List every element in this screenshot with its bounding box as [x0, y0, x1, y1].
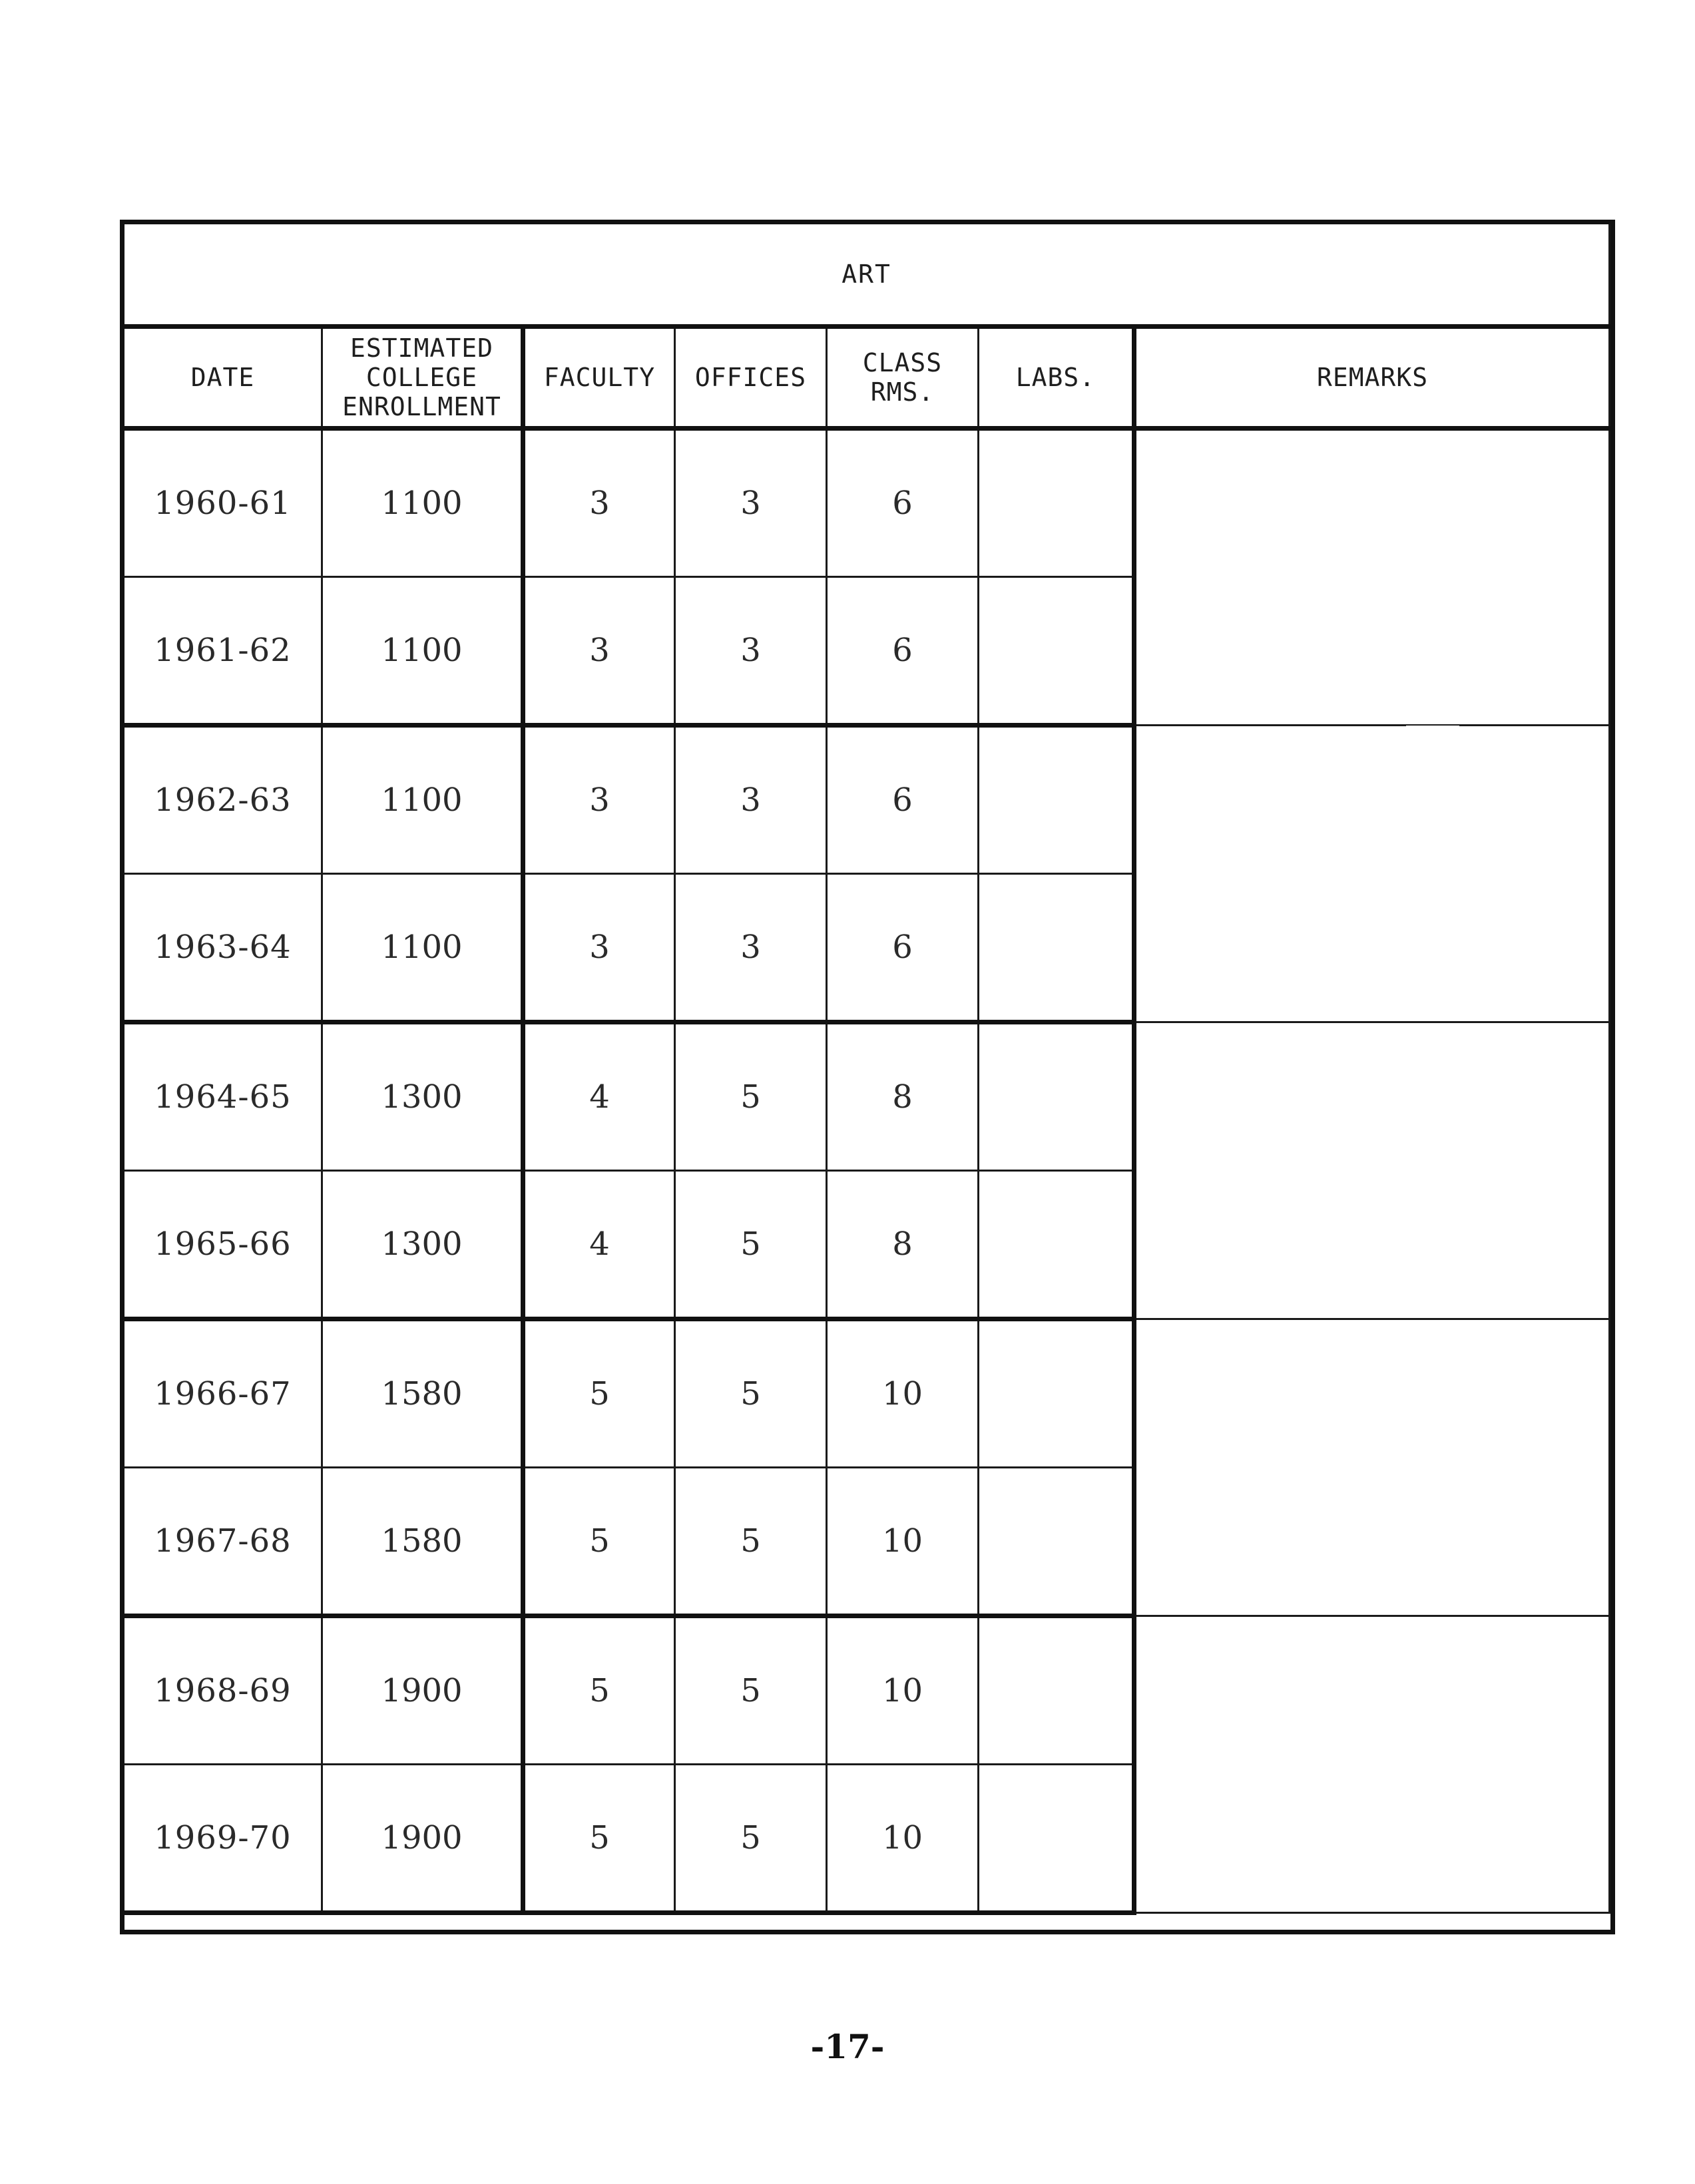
cell-date: 1965-66	[124, 1171, 322, 1319]
cell-faculty: 4	[523, 1171, 675, 1319]
cell-faculty: 3	[523, 874, 675, 1022]
cell-class-rooms: 10	[827, 1765, 979, 1913]
cell-enrollment: 1100	[322, 577, 523, 726]
cell-enrollment: 1100	[322, 874, 523, 1022]
cell-offices: 5	[675, 1616, 827, 1765]
cell-class-rooms: 8	[827, 1022, 979, 1171]
header-faculty: FACULTY	[523, 327, 675, 429]
cell-faculty: 3	[523, 577, 675, 726]
cell-class-rooms: 6	[827, 874, 979, 1022]
cell-enrollment: 1100	[322, 726, 523, 874]
cell-offices: 3	[675, 429, 827, 577]
cell-class-rooms: 10	[827, 1616, 979, 1765]
cell-labs	[979, 577, 1134, 726]
header-remarks: REMARKS	[1134, 327, 1610, 429]
cell-class-rooms: 6	[827, 726, 979, 874]
cell-enrollment: 1300	[322, 1171, 523, 1319]
cell-faculty: 5	[523, 1616, 675, 1765]
cell-remarks	[1134, 429, 1610, 726]
cell-class-rooms: 10	[827, 1319, 979, 1468]
cell-class-rooms: 6	[827, 429, 979, 577]
table-row	[124, 1022, 1610, 1171]
cell-class-rooms: 8	[827, 1171, 979, 1319]
cell-labs	[979, 1171, 1134, 1319]
header-labs: LABS.	[979, 327, 1134, 429]
cell-offices: 5	[675, 1765, 827, 1913]
page-number: -17-	[810, 2027, 885, 2066]
header-class-rooms	[827, 327, 979, 429]
cell-date: 1966-67	[124, 1319, 322, 1468]
cell-labs	[979, 874, 1134, 1022]
cell-enrollment: 1300	[322, 1022, 523, 1171]
cell-enrollment: 1580	[322, 1319, 523, 1468]
cell-offices: 5	[675, 1022, 827, 1171]
cell-date: 1968-69	[124, 1616, 322, 1765]
header-enrollment	[322, 327, 523, 429]
cell-labs	[979, 1765, 1134, 1913]
cell-remarks	[1134, 1022, 1610, 1319]
cell-date: 1963-64	[124, 874, 322, 1022]
cell-remarks	[1134, 726, 1610, 1022]
table-title: ART	[124, 224, 1610, 327]
cell-labs	[979, 1319, 1134, 1468]
header-class-rooms-line: CLASS	[862, 348, 943, 377]
cell-enrollment: 1580	[322, 1468, 523, 1616]
cell-faculty: 5	[523, 1765, 675, 1913]
table-row	[124, 1319, 1610, 1468]
cell-labs	[979, 726, 1134, 874]
header-enrollment-line: ESTIMATED	[350, 333, 493, 363]
cell-date: 1961-62	[124, 577, 322, 726]
header-enrollment-line: ENROLLMENT	[342, 392, 501, 421]
cell-remarks	[1134, 1616, 1610, 1913]
cell-faculty: 3	[523, 726, 675, 874]
cell-date: 1962-63	[124, 726, 322, 874]
cell-offices: 5	[675, 1319, 827, 1468]
cell-remarks	[1134, 1319, 1610, 1616]
cell-enrollment: 1900	[322, 1616, 523, 1765]
cell-offices: 3	[675, 874, 827, 1022]
cell-offices: 3	[675, 577, 827, 726]
cell-labs	[979, 1022, 1134, 1171]
cell-enrollment: 1900	[322, 1765, 523, 1913]
cell-faculty: 5	[523, 1319, 675, 1468]
cell-labs	[979, 1616, 1134, 1765]
header-offices: OFFICES	[675, 327, 827, 429]
cell-date: 1960-61	[124, 429, 322, 577]
cell-offices: 3	[675, 726, 827, 874]
border-gap	[1406, 726, 1459, 734]
header-class-rooms-line: RMS.	[870, 377, 935, 407]
cell-faculty: 4	[523, 1022, 675, 1171]
table-row	[124, 726, 1610, 874]
cell-date: 1964-65	[124, 1022, 322, 1171]
cell-labs	[979, 1468, 1134, 1616]
cell-class-rooms: 10	[827, 1468, 979, 1616]
cell-offices: 5	[675, 1171, 827, 1319]
header-date: DATE	[124, 327, 322, 429]
header-enrollment-line: COLLEGE	[365, 363, 478, 392]
cell-faculty: 3	[523, 429, 675, 577]
cell-offices: 5	[675, 1468, 827, 1616]
cell-class-rooms: 6	[827, 577, 979, 726]
cell-enrollment: 1100	[322, 429, 523, 577]
cell-faculty: 5	[523, 1468, 675, 1616]
art-facilities-table	[122, 222, 1610, 1915]
cell-date: 1969-70	[124, 1765, 322, 1913]
table-row	[124, 1616, 1610, 1765]
cell-date: 1967-68	[124, 1468, 322, 1616]
table-row	[124, 429, 1610, 577]
cell-labs	[979, 429, 1134, 577]
